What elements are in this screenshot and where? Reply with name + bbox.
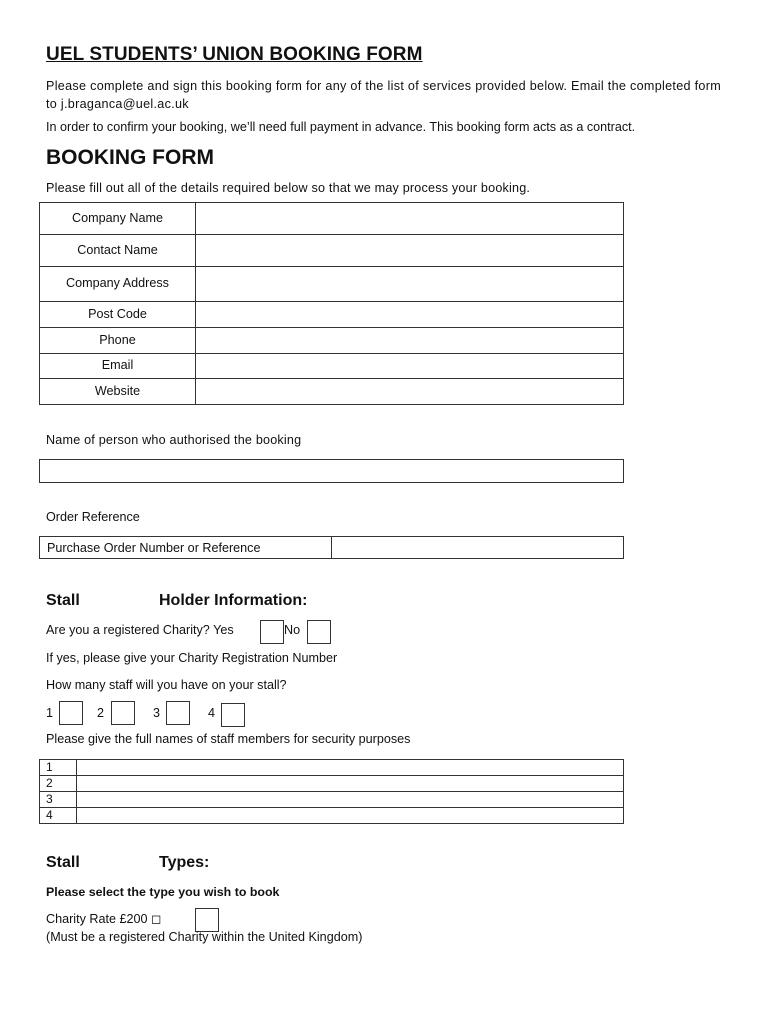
- intro-text: Please complete and sign this booking form for any of the list of services provided below. Email the completed form to j.braganca@uel.ac.uk: [46, 79, 722, 111]
- table-row: [40, 808, 624, 824]
- staff-count-question: How many staff will you have on your stall?: [46, 678, 287, 692]
- table-row: [40, 760, 624, 776]
- staff-option-4-label: 4: [208, 706, 216, 720]
- stall-type-instruction: Please select the type you wish to book: [46, 885, 280, 899]
- staff-row-number: 1: [40, 760, 77, 776]
- website-label: Website: [40, 379, 196, 405]
- order-reference-table: [39, 536, 624, 559]
- booking-form-heading: BOOKING FORM: [46, 146, 214, 169]
- company-address-label: Company Address: [40, 267, 196, 302]
- staff-option-3-checkbox[interactable]: [166, 701, 190, 725]
- stall-holder-heading-right: Holder Information:: [159, 592, 308, 609]
- email-field[interactable]: [196, 354, 624, 379]
- staff-row-number: 4: [40, 808, 77, 824]
- charity-question: Are you a registered Charity? Yes: [46, 623, 234, 637]
- company-name-label: Company Name: [40, 203, 196, 235]
- company-address-field[interactable]: [196, 267, 624, 302]
- staff-row-number: 3: [40, 792, 77, 808]
- stall-types-heading-left: Stall: [46, 854, 80, 871]
- charity-yes-checkbox[interactable]: [260, 620, 284, 644]
- staff-names-prompt: Please give the full names of staff members for security purposes: [46, 732, 411, 746]
- staff-option-1-label: 1: [46, 706, 54, 720]
- staff-name-field[interactable]: [77, 776, 624, 792]
- authorised-field[interactable]: [39, 459, 624, 483]
- form-title: UEL STUDENTS’ UNION BOOKING FORM: [46, 44, 423, 65]
- post-code-label: Post Code: [40, 302, 196, 328]
- charity-no-checkbox[interactable]: [307, 620, 331, 644]
- charity-rate-note: (Must be a registered Charity within the United Kingdom): [46, 930, 363, 944]
- table-row: [40, 792, 624, 808]
- staff-option-3-label: 3: [153, 706, 161, 720]
- staff-option-1-checkbox[interactable]: [59, 701, 83, 725]
- order-reference-heading: Order Reference: [46, 510, 140, 524]
- staff-name-field[interactable]: [77, 760, 624, 776]
- website-field[interactable]: [196, 379, 624, 405]
- purchase-order-label: Purchase Order Number or Reference: [40, 537, 332, 559]
- booking-details-table: [39, 202, 624, 405]
- staff-name-field[interactable]: [77, 808, 624, 824]
- charity-number-prompt: If yes, please give your Charity Registration Number: [46, 651, 338, 665]
- staff-name-field[interactable]: [77, 792, 624, 808]
- email-label: Email: [40, 354, 196, 379]
- stall-types-heading-right: Types:: [159, 854, 210, 871]
- charity-no-label: No: [284, 623, 301, 637]
- charity-rate-label: Charity Rate £200 ◻: [46, 912, 162, 926]
- booking-instruction: Please fill out all of the details required below so that we may process your booking.: [46, 181, 531, 195]
- stall-holder-heading-left: Stall: [46, 592, 80, 609]
- staff-names-table: [39, 759, 624, 824]
- phone-label: Phone: [40, 328, 196, 354]
- phone-field[interactable]: [196, 328, 624, 354]
- staff-option-2-checkbox[interactable]: [111, 701, 135, 725]
- contact-name-field[interactable]: [196, 235, 624, 267]
- staff-option-2-label: 2: [97, 706, 105, 720]
- staff-option-4-checkbox[interactable]: [221, 703, 245, 727]
- post-code-field[interactable]: [196, 302, 624, 328]
- table-row: [40, 776, 624, 792]
- purchase-order-field[interactable]: [332, 537, 624, 559]
- contact-name-label: Contact Name: [40, 235, 196, 267]
- staff-row-number: 2: [40, 776, 77, 792]
- charity-rate-checkbox[interactable]: [195, 908, 219, 932]
- authorised-label: Name of person who authorised the booking: [46, 433, 302, 447]
- payment-note: In order to confirm your booking, we’ll need full payment in advance. This booking form acts as a contract.: [46, 120, 636, 134]
- company-name-field[interactable]: [196, 203, 624, 235]
